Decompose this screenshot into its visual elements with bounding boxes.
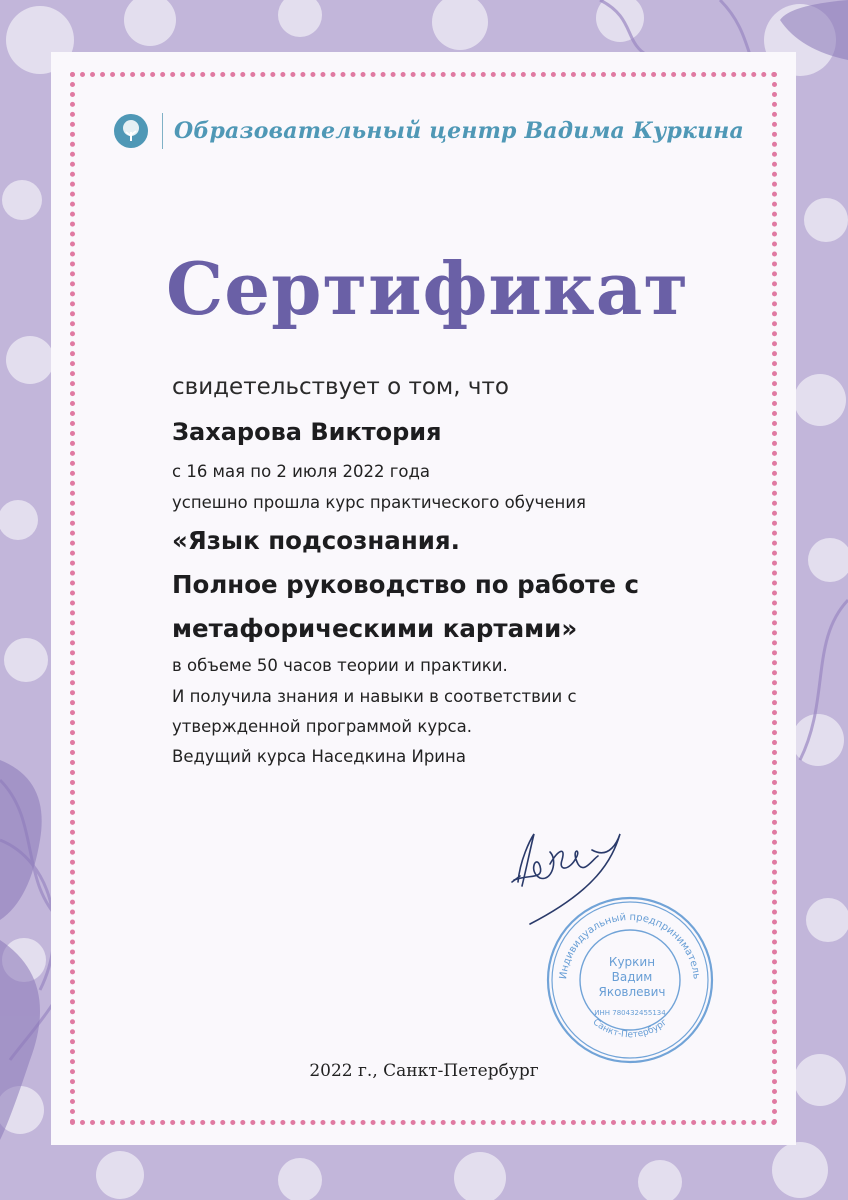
stamp-patronymic: Яковлевич — [598, 985, 666, 999]
instructor: Ведущий курса Наседкина Ирина — [172, 747, 466, 766]
recipient-name: Захарова Виктория — [172, 418, 442, 446]
knowledge-line-1: И получила знания и навыки в соответствии с — [172, 687, 577, 706]
stamp-surname: Куркин — [608, 955, 656, 969]
course-period: с 16 мая по 2 июля 2022 года — [172, 462, 431, 481]
course-title-line-1: «Язык подсознания. — [172, 526, 460, 555]
stamp-city: Санкт-Петербург — [590, 1017, 670, 1041]
stamp-name: Вадим — [611, 970, 653, 984]
course-volume: в объеме 50 часов теории и практики. — [172, 656, 508, 675]
stamp-ring-text: Индивидуальный предприниматель — [558, 911, 702, 980]
certificate-title: Сертификат — [166, 246, 690, 331]
lead-text: свидетельствует о том, что — [172, 374, 509, 400]
official-stamp — [542, 892, 718, 1068]
stamp-inn: ИНН 780432455134 — [594, 1009, 666, 1017]
tree-icon — [114, 114, 148, 148]
course-title-line-2: Полное руководство по работе с — [172, 570, 640, 599]
logo-separator — [162, 113, 163, 149]
organization-logo — [114, 113, 744, 149]
place-and-date: 2022 г., Санкт-Петербург — [309, 1061, 539, 1081]
knowledge-line-2: утвержденной программой курса. — [172, 717, 472, 736]
course-title-line-3: метафорическими картами» — [172, 614, 578, 643]
completion-text: успешно прошла курс практического обучения — [172, 493, 586, 512]
organization-name: Образовательный центр Вадима Куркина — [174, 118, 745, 144]
